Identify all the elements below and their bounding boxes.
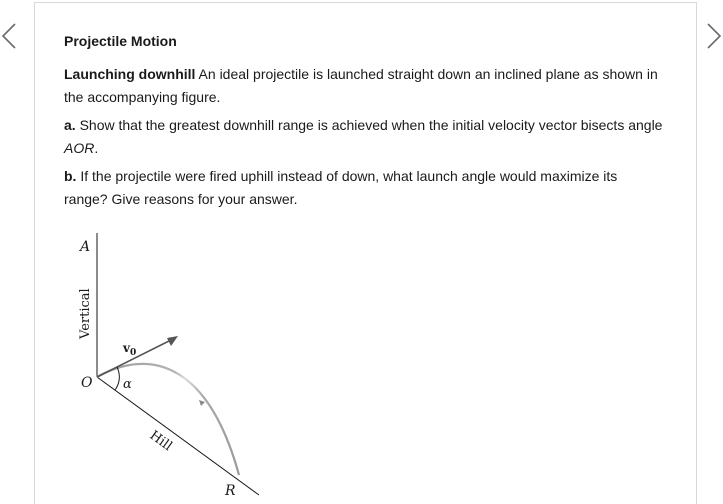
previous-arrow-icon[interactable] bbox=[0, 22, 22, 50]
part-a-angle: AOR bbox=[64, 139, 95, 156]
problem-card bbox=[34, 2, 697, 504]
next-arrow-icon[interactable] bbox=[701, 22, 723, 50]
part-a-end: . bbox=[94, 139, 99, 156]
part-b-text: If the projectile were fired uphill instead of down, what launch angle would maximize its range? Give reasons for your answer. bbox=[64, 168, 618, 207]
label-v0: $v_0$ bbox=[123, 341, 137, 358]
label-a: A bbox=[80, 239, 91, 255]
problem-content bbox=[64, 31, 664, 216]
projectile-figure bbox=[77, 229, 327, 504]
velocity-arrowhead bbox=[167, 336, 178, 346]
problem-title: Projectile Motion bbox=[64, 33, 177, 49]
trajectory-arrowhead bbox=[199, 400, 205, 406]
label-o: O bbox=[81, 375, 93, 391]
label-hill: Hill bbox=[146, 428, 175, 455]
part-a-text: Show that the greatest downhill range is achieved when the initial velocity vector bisects angle bbox=[75, 117, 663, 133]
part-a-label: a. bbox=[64, 117, 76, 133]
label-r: R bbox=[225, 483, 236, 499]
label-vertical: Vertical bbox=[78, 288, 93, 339]
part-b bbox=[64, 165, 664, 210]
part-b-label: b. bbox=[64, 168, 77, 184]
intro-text: An ideal projectile is launched straight down an inclined plane as shown in the accompanying figure. bbox=[64, 66, 658, 105]
problem-intro bbox=[64, 63, 664, 108]
alpha-angle-arc bbox=[115, 367, 119, 390]
hill-line bbox=[97, 377, 259, 495]
label-alpha: α bbox=[123, 377, 132, 392]
intro-lead: Launching downhill bbox=[64, 66, 196, 82]
trajectory-curve bbox=[97, 364, 239, 475]
velocity-vector bbox=[97, 339, 173, 377]
part-a bbox=[64, 114, 664, 159]
